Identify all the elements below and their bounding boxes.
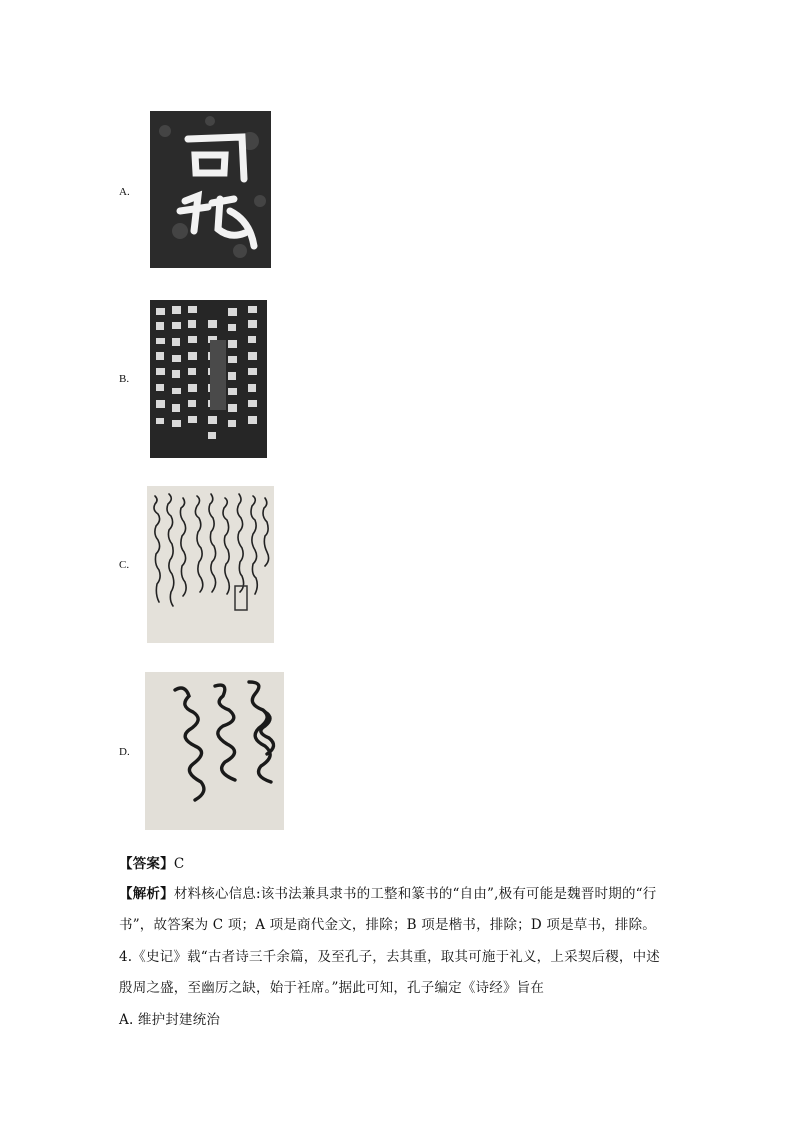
question-choice-a: A. 维护封建统治 — [119, 1012, 221, 1028]
option-c-label: C. — [119, 559, 130, 571]
question-line-1: 4.《史记》载“古者诗三千余篇，及至孔子，去其重，取其可施于礼义，上采契后稷，中述 — [119, 949, 660, 965]
option-a-image — [150, 111, 271, 268]
option-d-label: D. — [119, 746, 130, 758]
analysis-line-1 — [119, 882, 656, 902]
answer-value: C — [173, 856, 185, 872]
bronze-inscription-rubbing — [150, 111, 271, 268]
analysis-tag: 【解析】 — [119, 886, 174, 902]
option-c-image — [147, 486, 274, 643]
question-line-2: 殷周之盛，至幽厉之缺，始于衽席。”据此可知，孔子编定《诗经》旨在 — [119, 980, 545, 996]
answer-tag: 【答案】 — [119, 856, 174, 872]
stele-rubbing — [150, 300, 267, 458]
analysis-line-2: 书”，故答案为 C 项；A 项是商代金文，排除；B 项是楷书，排除；D 项是草书，排除。 — [119, 917, 656, 933]
option-b-label: B. — [119, 373, 130, 385]
cursive-script-manuscript — [145, 672, 284, 830]
option-b-image — [150, 300, 267, 458]
analysis-text-1: 材料核心信息:该书法兼具隶书的工整和篆书的“自由”,极有可能是魏晋时期的“行 — [173, 886, 657, 902]
option-a-label: A. — [119, 186, 130, 198]
option-d-image — [145, 672, 284, 830]
running-script-manuscript — [147, 486, 274, 643]
answer-line — [119, 852, 184, 872]
